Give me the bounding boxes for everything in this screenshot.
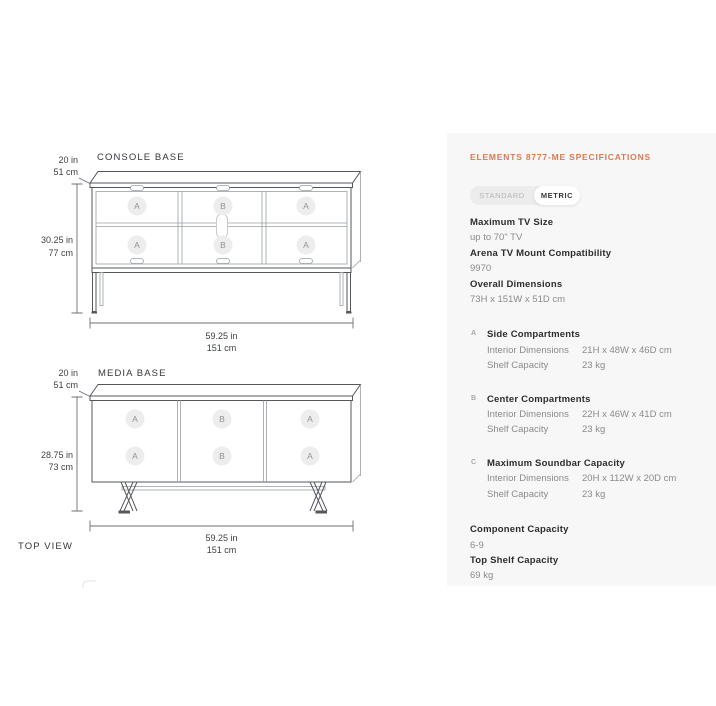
media-depth-cm: 51 cm: [53, 380, 78, 390]
console-height-in: 30.25 in: [40, 235, 73, 245]
compartment-badge: A: [132, 451, 138, 461]
specifications-panel: [447, 133, 716, 586]
console-top-surface: [90, 172, 361, 184]
media-width-dimension: [90, 521, 353, 556]
units-toggle[interactable]: [470, 186, 580, 205]
spec-label: Overall Dimensions: [470, 278, 563, 290]
spec-row: [487, 471, 698, 486]
spec-row: [487, 487, 698, 502]
row-value: 20H x 112W x 20D cm: [582, 473, 677, 485]
toggle-metric-button[interactable]: METRIC: [534, 186, 580, 205]
spec-value: up to 70" TV: [470, 232, 523, 244]
media-height-in: 28.75 in: [40, 450, 73, 460]
row-value: 21H x 48W x 46D cm: [582, 344, 672, 356]
media-height-cm: 73 cm: [48, 462, 73, 472]
compartment-badge-a: A: [471, 330, 477, 338]
spec-label: Component Capacity: [470, 524, 569, 536]
group-title: Side Compartments: [487, 329, 581, 341]
media-title: MEDIA BASE: [98, 368, 167, 379]
compartment-badge: B: [220, 240, 226, 250]
console-width-cm: 151 cm: [206, 343, 237, 353]
media-width-cm: 151 cm: [206, 545, 237, 555]
spec-row: [487, 343, 698, 358]
row-label: Shelf Capacity: [487, 360, 549, 372]
spec-value: 6-9: [470, 539, 484, 551]
console-depth-cm: 51 cm: [53, 167, 78, 177]
row-label: Interior Dimensions: [487, 473, 569, 485]
spec-heading: ELEMENTS 8777-ME SPECIFICATIONS: [470, 152, 651, 162]
compartment-badge: B: [219, 451, 225, 461]
console-height-dimension: [41, 184, 83, 313]
spec-value: 73H x 151W x 51D cm: [470, 294, 566, 306]
media-top-edge: [90, 396, 353, 401]
top-view-label: TOP VIEW: [18, 541, 73, 552]
console-title: CONSOLE BASE: [97, 152, 185, 163]
media-width-in: 59.25 in: [205, 533, 238, 543]
spec-row: [487, 407, 698, 422]
spec-value: 69 kg: [470, 570, 494, 582]
console-depth-in: 20 in: [58, 155, 78, 165]
compartment-badge: B: [219, 414, 225, 424]
console-right-side-edge: [353, 172, 361, 269]
top-view-outline-fragment: [83, 581, 96, 588]
compartment-badge: A: [303, 201, 309, 211]
capacity-specs: [470, 522, 698, 584]
row-label: Shelf Capacity: [487, 424, 549, 436]
general-specs: [470, 215, 698, 307]
spec-row: [487, 358, 698, 373]
media-depth-in: 20 in: [58, 368, 78, 378]
spec-label: Maximum TV Size: [470, 217, 554, 228]
console-height-cm: 77 cm: [48, 248, 73, 258]
media-top-surface: [90, 385, 361, 397]
media-base-diagram: [41, 368, 361, 555]
row-label: Interior Dimensions: [487, 409, 569, 421]
media-height-dimension: [41, 397, 83, 511]
compartment-badge: A: [303, 240, 309, 250]
compartment-badge: A: [134, 240, 140, 250]
console-cable-cutout: [217, 214, 228, 238]
console-width-in: 59.25 in: [205, 331, 238, 341]
spec-value: 9970: [470, 263, 492, 275]
compartment-group-c: [470, 456, 698, 502]
console-depth-leader-line: [79, 178, 90, 184]
compartment-badge-b: B: [471, 394, 477, 402]
group-title: Center Compartments: [487, 393, 591, 405]
group-title: Maximum Soundbar Capacity: [487, 457, 626, 469]
console-base-diagram: [41, 152, 361, 353]
row-label: Shelf Capacity: [487, 488, 549, 500]
media-legs: [119, 482, 328, 514]
compartment-badge-c: C: [471, 458, 477, 466]
spec-label: Arena TV Mount Compatibility: [470, 247, 612, 259]
compartment-group-b: [470, 392, 698, 438]
compartment-badge: A: [132, 414, 138, 424]
spec-label: Top Shelf Capacity: [470, 554, 559, 566]
compartment-group-a: [470, 327, 698, 373]
row-label: Interior Dimensions: [487, 344, 569, 356]
row-value: 22H x 46W x 41D cm: [582, 409, 672, 421]
media-depth-leader-line: [79, 391, 90, 397]
compartment-badge: A: [307, 414, 313, 424]
console-width-dimension: [90, 318, 353, 354]
media-right-side-edge: [353, 385, 361, 483]
row-value: 23 kg: [582, 488, 606, 500]
compartment-badge: B: [220, 201, 226, 211]
console-legs: [92, 268, 352, 314]
spec-row: [487, 422, 698, 437]
compartment-badge: A: [307, 451, 313, 461]
toggle-standard-button[interactable]: STANDARD: [479, 191, 525, 200]
row-value: 23 kg: [582, 360, 606, 372]
compartment-badge: A: [134, 201, 140, 211]
row-value: 23 kg: [582, 424, 606, 436]
